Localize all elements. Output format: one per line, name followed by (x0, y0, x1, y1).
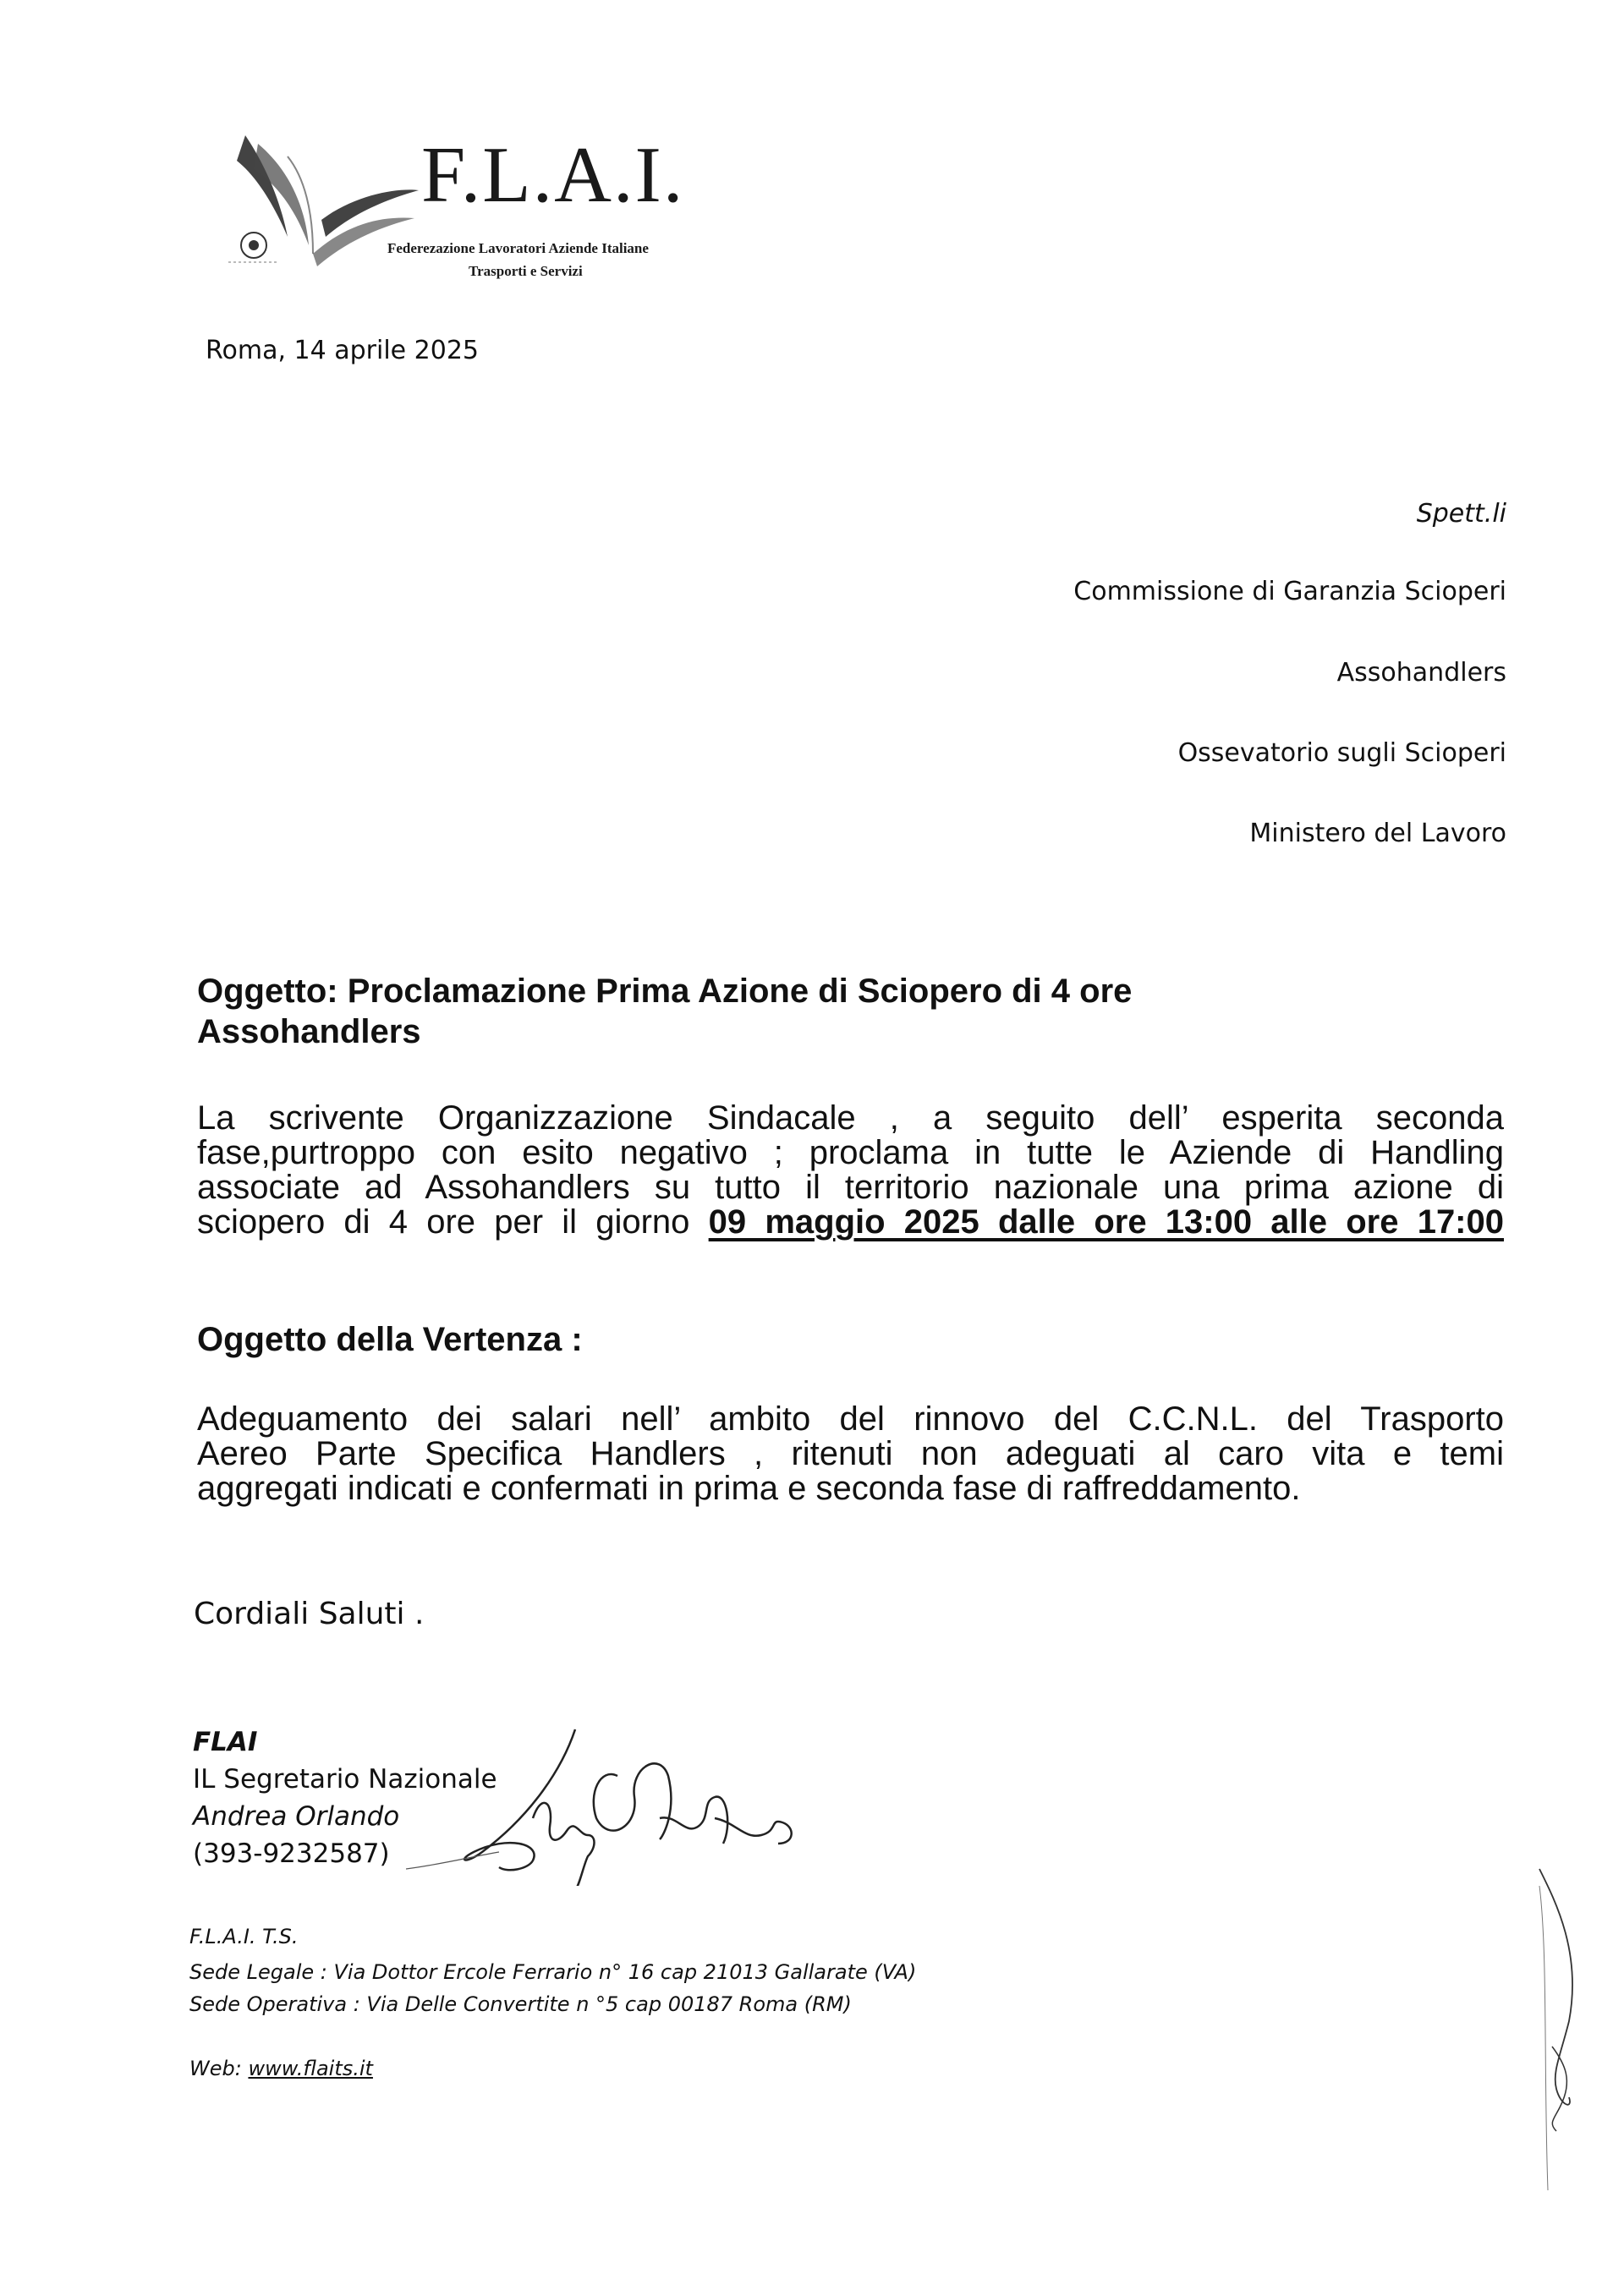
subject-line-2: Assohandlers (197, 1013, 421, 1050)
margin-initials (1522, 1852, 1599, 2207)
website-link[interactable]: www.flaits.it (248, 2057, 373, 2080)
paragraph-line: Adeguamento dei salari nell’ ambito del rinnovo del C.C.N.L. del Trasporto (197, 1400, 1504, 1438)
handwritten-signature (406, 1717, 846, 1886)
paragraph-text: sciopero di 4 ore per il giorno (197, 1203, 709, 1241)
signatory-name: Andrea Orlando (193, 1801, 400, 1832)
paragraph-line: fase,purtroppo con esito negativo ; proclama in tutte le Aziende di Handling (197, 1134, 1504, 1171)
letter-date: Roma, 14 aprile 2025 (206, 336, 480, 365)
paragraph-line: Aereo Parte Specifica Handlers , ritenuti non adeguati al caro vita e temi (197, 1435, 1504, 1472)
strike-date-time: 09 maggio 2025 dalle ore 13:00 alle ore 17:00 (708, 1203, 1504, 1241)
paragraph-line (197, 1205, 1504, 1240)
signatory-role: IL Segretario Nazionale (193, 1764, 497, 1795)
footer-sede-legale: Sede Legale : Via Dottor Ercole Ferrario n° 16 cap 21013 Gallarate (VA) (189, 1960, 917, 1984)
recipient-4: Ministero del Lavoro (1249, 819, 1506, 848)
closing-greeting: Cordiali Saluti . (194, 1597, 425, 1631)
logo-subtitle: Federezazione Lavoratori Aziende Italiane (387, 240, 649, 256)
paragraph-line: aggregati indicati e confermati in prima e seconda fase di raffreddamento. (197, 1470, 1301, 1507)
salutation: Spett.li (1416, 499, 1506, 529)
footer-org: F.L.A.I. T.S. (189, 1925, 299, 1948)
vertenza-heading: Oggetto della Vertenza : (197, 1321, 583, 1358)
proclamation-paragraph (197, 1101, 1504, 1240)
web-label: Web: (189, 2057, 249, 2080)
logo-title: F.L.A.I. (421, 131, 685, 219)
subject-heading (197, 971, 1517, 1052)
recipient-2: Assohandlers (1336, 658, 1506, 688)
recipient-1: Commissione di Garanzia Scioperi (1073, 577, 1506, 606)
paragraph-line: La scrivente Organizzazione Sindacale , a seguito dell’ esperita seconda (197, 1099, 1504, 1137)
logo-subtitle-2: Trasporti e Servizi (469, 263, 583, 279)
footer-sede-operativa: Sede Operativa : Via Delle Convertite n °5 cap 00187 Roma (RM) (189, 1992, 852, 2016)
recipient-3: Ossevatorio sugli Scioperi (1177, 738, 1506, 768)
paragraph-line: associate ad Assohandlers su tutto il territorio nazionale una prima azione di (197, 1169, 1504, 1206)
footer-web (189, 2053, 373, 2084)
signatory-org: FLAI (193, 1727, 258, 1757)
signatory-phone: (393-9232587) (193, 1838, 390, 1869)
subject-line-1: Oggetto: Proclamazione Prima Azione di Sciopero di 4 ore (197, 973, 1133, 1010)
vertenza-paragraph (197, 1402, 1504, 1506)
